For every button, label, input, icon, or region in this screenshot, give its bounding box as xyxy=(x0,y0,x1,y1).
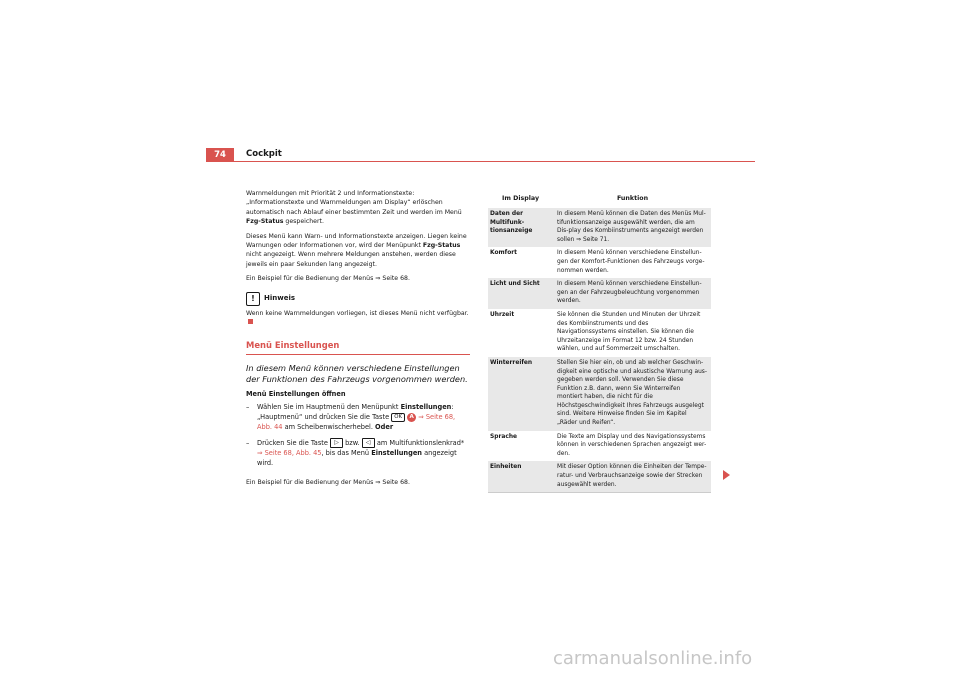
section-title: Menü Einstellungen xyxy=(246,340,340,351)
table-header xyxy=(488,191,711,208)
column-header-function: Funktion xyxy=(616,195,649,203)
paragraph-warnings: Warnmeldungen mit Priorität 2 und Informationstexte: „Informationstexte und Warnmeldungen am Display“ erlöschen automatisch nach Ablauf einer bestimmten Zeit und werden im Menü Fzg-Status gespeichert. xyxy=(246,190,462,226)
note-heading xyxy=(246,292,470,306)
column-header-display: Im Display xyxy=(502,195,540,203)
callout-a-icon: A xyxy=(407,413,416,422)
ok-key-icon: OK xyxy=(391,413,405,422)
prev-key-icon: ◁ xyxy=(362,438,375,448)
table-row: Uhrzeit Sie können die Stunden und Minuten der Uhrzeit des Kombiinstruments und des Navigationssystems einstellen. Sie können die Uhrzeitanzeige im Format 12 bzw. 24 Stunden wählen, und auf Sommerzeit umschalten. xyxy=(490,311,701,353)
settings-table xyxy=(488,191,711,493)
paragraph-example-ref: Ein Beispiel für die Bedienung der Menüs ⇒ Seite 68. xyxy=(246,479,410,487)
note-info-icon: ! xyxy=(246,292,260,306)
section-lead: In diesem Menü können verschiedene Einstellungen der Funktionen des Fahrzeugs vorgenommen werden. xyxy=(246,362,468,384)
page-link[interactable]: ⇒ Seite 68, Abb. 45 xyxy=(257,449,322,458)
left-column xyxy=(246,189,470,493)
continue-arrow-icon xyxy=(723,470,730,480)
paragraph-menu-info: Dieses Menü kann Warn- und Informationstexte anzeigen. Liegen keine Warnungen oder Informationen vor, wird der Menüpunkt Fzg-Status nicht angezeigt. Wenn mehrere Meldungen anstehen, werden diese jeweils ein paar Sekunden lang angezeigt. xyxy=(246,232,467,268)
table-row: Daten der Multifunk-tionsanzeige In diesem Menü können die Daten des Menüs Mul-tifunktionsanzeige ausgewählt werden, die am Dis-play des Kombiinstruments angezeigt werden sollen ⇒ Seite 71. xyxy=(488,208,711,247)
table-row: Komfort In diesem Menü können verschiedene Einstellun-gen der Komfort-Funktionen des Fahrzeugs vorge-nommen werden. xyxy=(490,250,705,274)
table-row: Sprache Die Texte am Display und des Navigationssystems können in verschiedenen Sprachen angezeigt wer-den. xyxy=(490,433,707,457)
next-key-icon: ▷ xyxy=(330,438,343,448)
table-row: Licht und Sicht In diesem Menü können verschiedene Einstellun-gen an der Fahrzeugbeleuchtung vorgenommen werden. xyxy=(488,278,711,309)
step-item: – Drücken Sie die Taste ▷ bzw. ◁ am Multifunktionslenkrad* ⇒ Seite 68, Abb. 45, bis das Menü Einstellungen angezeigt wird. xyxy=(246,439,465,468)
table-row: Einheiten Mit dieser Option können die Einheiten der Tempe-ratur- und Verbrauchsanzeige sowie der Strecken ausgewählt werden. xyxy=(488,461,711,492)
subheading: Menü Einstellungen öffnen xyxy=(246,389,346,398)
end-marker-icon xyxy=(248,319,253,324)
note-title: Hinweis xyxy=(264,293,296,302)
page-number: 74 xyxy=(206,148,234,162)
table-row: Winterreifen Stellen Sie hier ein, ob und ab welcher Geschwin-digkeit eine optische und akustische Warnung aus-gegeben werden soll. Verwenden Sie diese Funktion z.B. dann, wenn Sie Winterreifen montiert haben, die nicht für die Höchstgeschwindigkeit Ihres Fahrzeugs ausgelegt sind. Weitere Hinweise finden Sie im Kapitel „Räder und Reifen“. xyxy=(488,357,711,431)
watermark: carmanualsonline.info xyxy=(553,648,753,669)
paragraph-example-ref: Ein Beispiel für die Bedienung der Menüs ⇒ Seite 68. xyxy=(246,275,410,283)
page-link[interactable]: ⇒ Seite 68, Abb. 44 xyxy=(257,413,456,432)
table-bottom-rule xyxy=(488,492,711,493)
section-rule xyxy=(246,354,470,355)
step-item: – Wählen Sie im Hauptmenü den Menüpunkt Einstellungen: „Hauptmenü“ und drücken Sie die Taste OK A ⇒ Seite 68, Abb. 44 am Scheibenwischerhebel. Oder xyxy=(246,403,456,432)
note-text: Wenn keine Warnmeldungen vorliegen, ist dieses Menü nicht verfügbar. xyxy=(246,309,470,328)
chapter-title: Cockpit xyxy=(246,149,282,159)
header-rule xyxy=(206,161,755,162)
